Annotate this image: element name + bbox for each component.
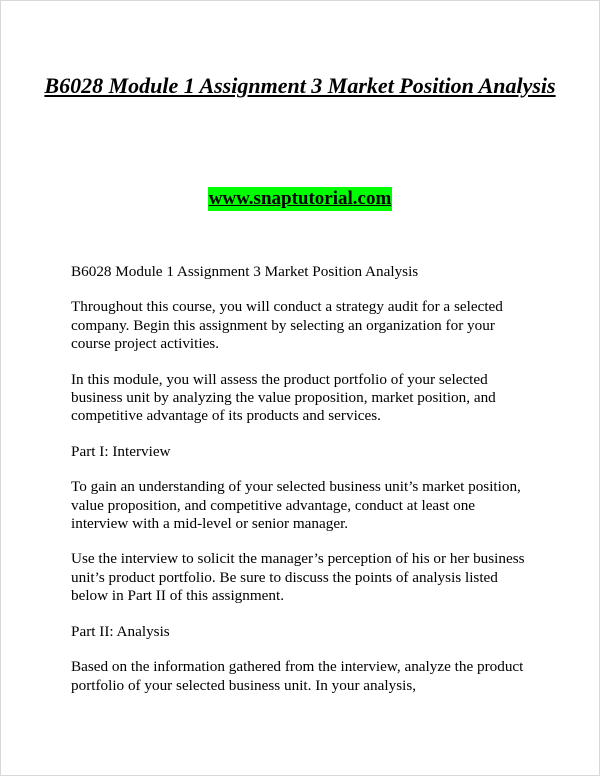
paragraph-intro: Throughout this course, you will conduct a strategy audit for a selected company. Begin this assignment by selecting an organization for your course project activities. bbox=[71, 298, 503, 353]
document-body bbox=[71, 263, 533, 695]
document-title: B6028 Module 1 Assignment 3 Market Position Analysis bbox=[44, 73, 556, 98]
site-link[interactable]: www.snaptutorial.com bbox=[208, 188, 392, 209]
site-link-container bbox=[1, 187, 599, 211]
paragraph-part1-use: Use the interview to solicit the manager’s perception of his or her business unit’s product portfolio. Be sure to discuss the points of analysis listed below in Part II of this assignment. bbox=[71, 550, 525, 605]
part1-heading: Part I: Interview bbox=[71, 442, 171, 460]
paragraph-part1-body: To gain an understanding of your selected business unit’s market position, value proposition, and competitive advantage, conduct at least one interview with a mid-level or senior manager. bbox=[71, 478, 521, 533]
part2-heading: Part II: Analysis bbox=[71, 622, 170, 640]
paragraph-part2-body: Based on the information gathered from the interview, analyze the product portfolio of your selected business unit. In your analysis, bbox=[71, 658, 524, 694]
paragraph-module: In this module, you will assess the product portfolio of your selected business unit by analyzing the value proposition, market position, and competitive advantage of its products and services. bbox=[71, 370, 496, 425]
heading-line: B6028 Module 1 Assignment 3 Market Position Analysis bbox=[71, 263, 419, 280]
